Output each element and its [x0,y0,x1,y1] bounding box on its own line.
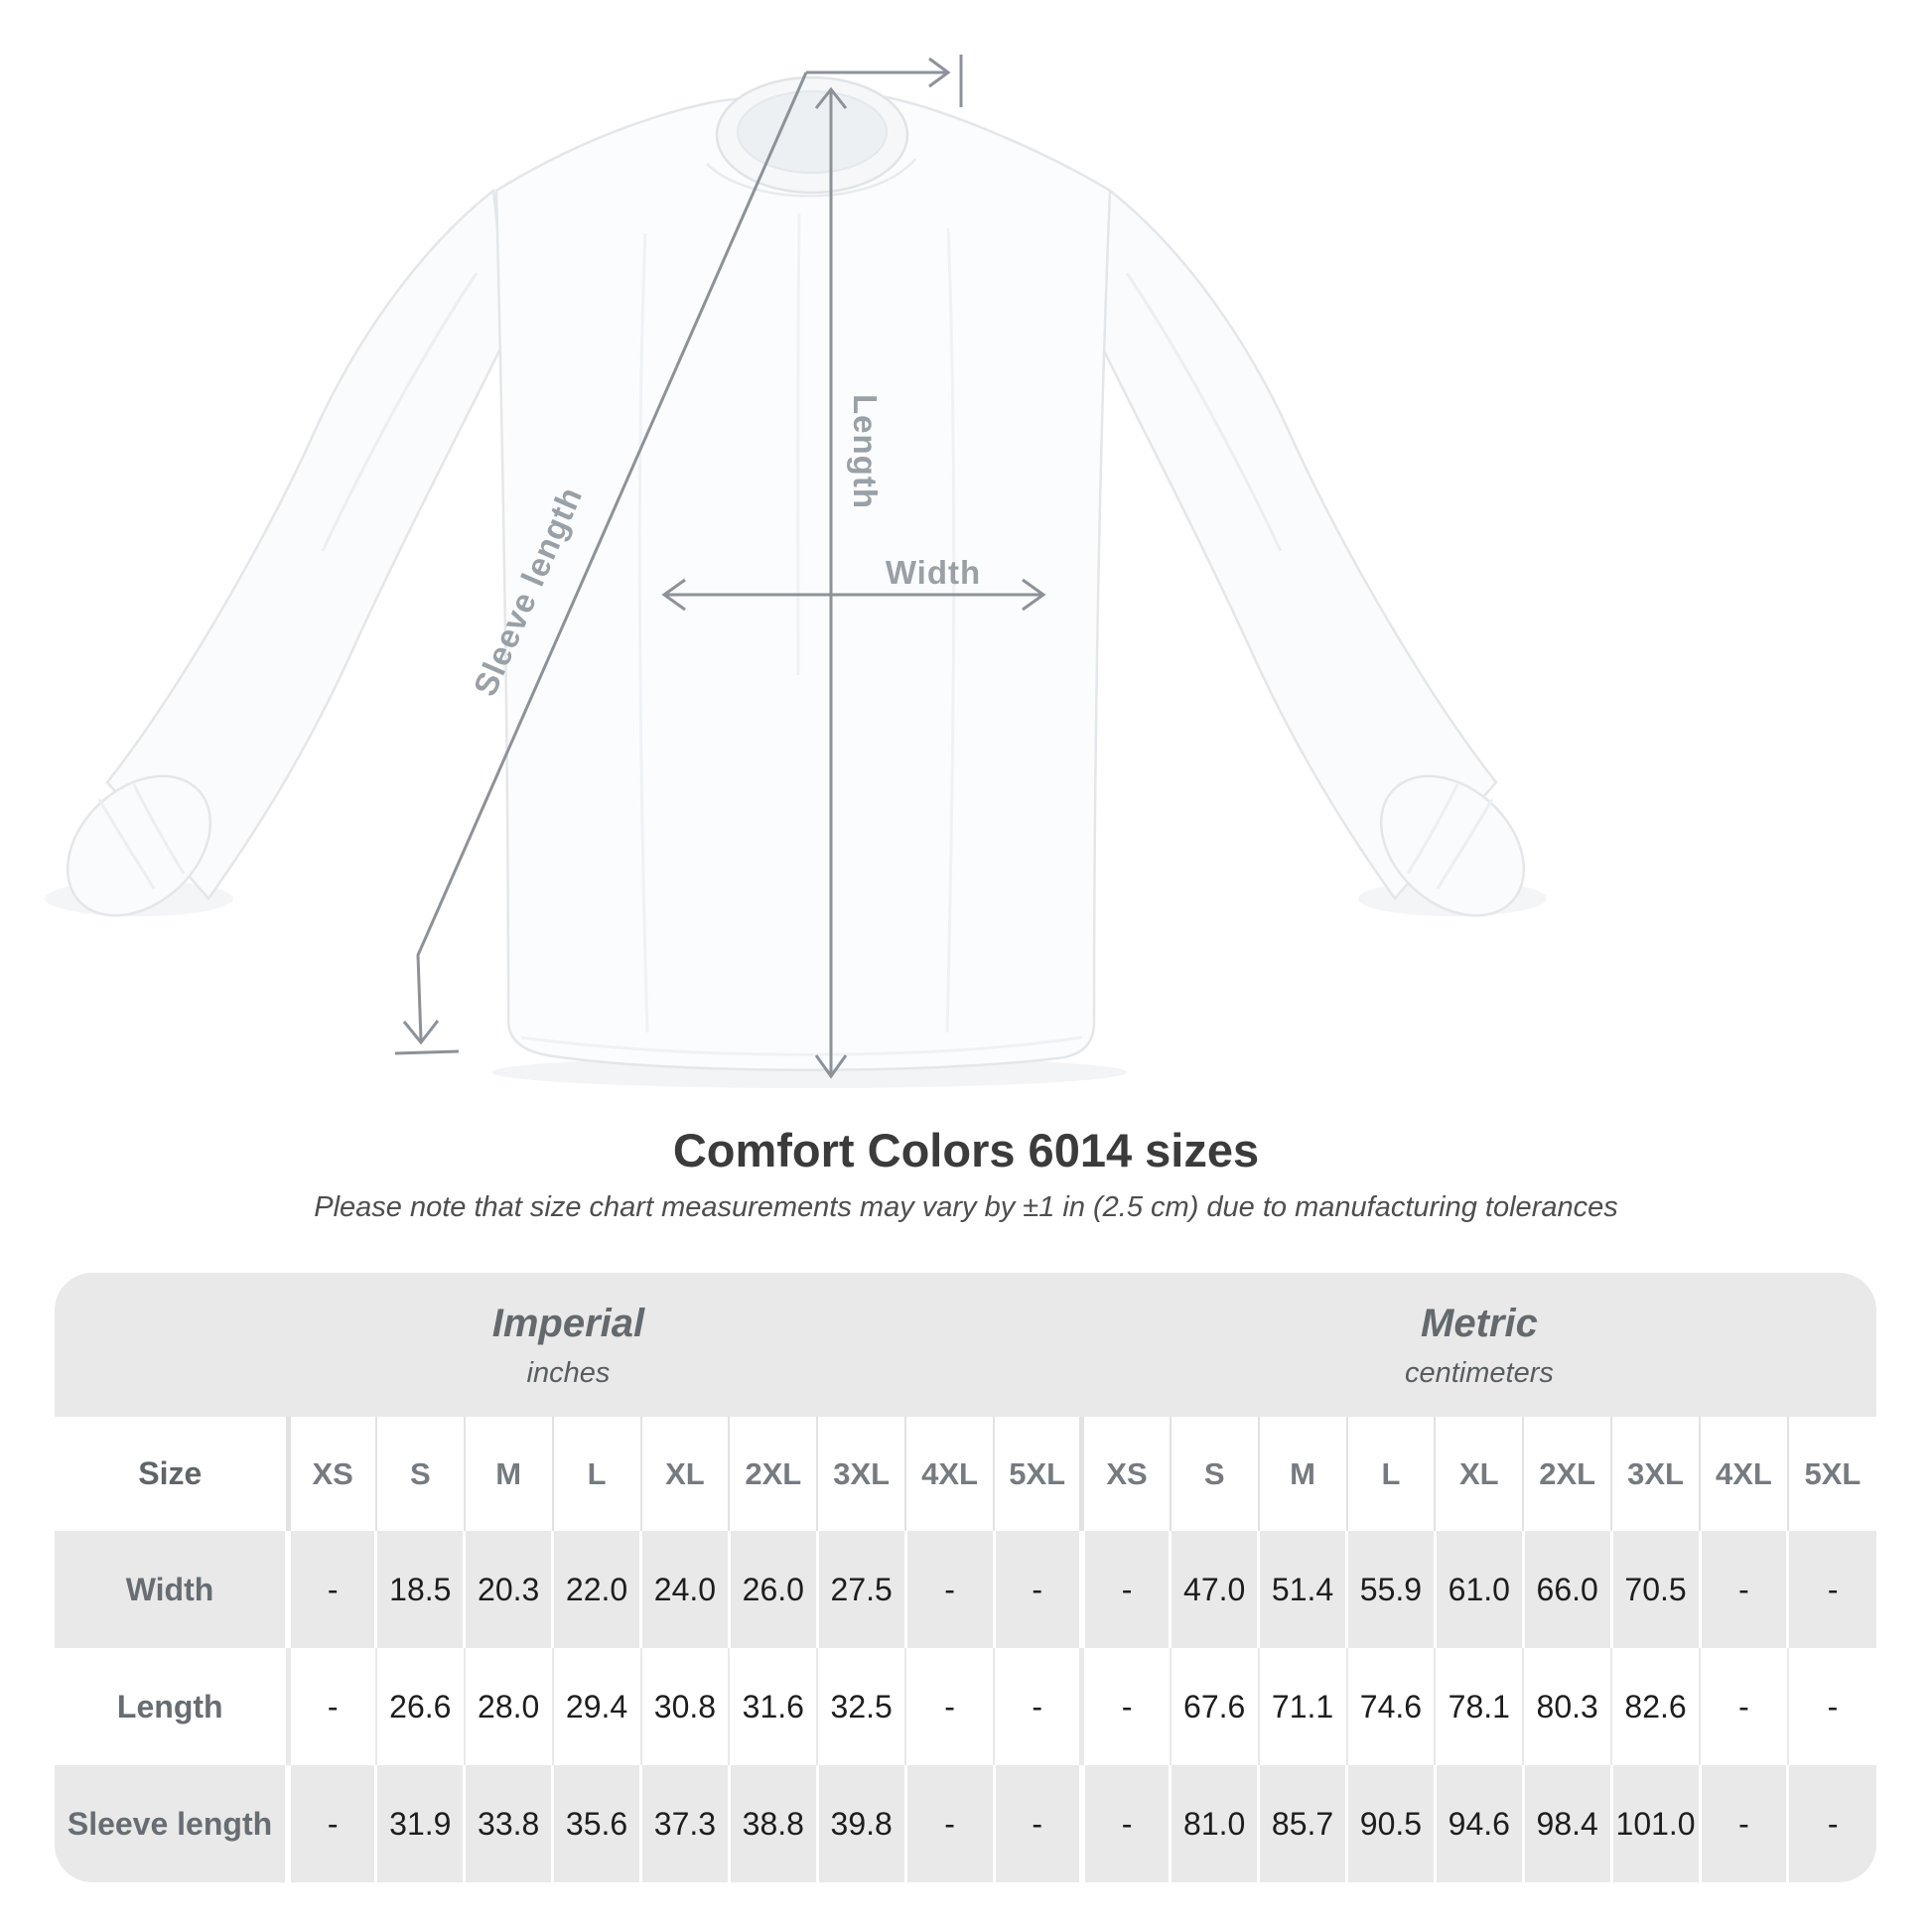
size-col: 2XL [1523,1417,1611,1531]
row-label: Length [55,1648,288,1765]
table-row-width [55,1531,1876,1648]
size-col: S [1171,1417,1259,1531]
page-subtitle: Please note that size chart measurements may vary by ±1 in (2.5 cm) due to manufacturing tolerances [314,1191,1618,1223]
cell: 39.8 [817,1765,905,1882]
metric-unit: centimeters [1404,1356,1554,1389]
cell: 29.4 [553,1648,641,1765]
size-col: 4XL [905,1417,994,1531]
imperial-header [55,1273,1082,1417]
table-row-length [55,1648,1876,1765]
size-header-row [55,1417,1876,1531]
cell: 90.5 [1347,1765,1436,1882]
size-col: 4XL [1700,1417,1788,1531]
cell: - [1700,1531,1788,1648]
cell: - [288,1531,376,1648]
size-table [55,1273,1876,1882]
size-col: XL [641,1417,730,1531]
cell: 80.3 [1523,1648,1611,1765]
cell: - [1082,1765,1171,1882]
row-label: Width [55,1531,288,1648]
row-label: Sleeve length [55,1765,288,1882]
size-col: L [553,1417,641,1531]
size-col: XS [1082,1417,1171,1531]
size-col: M [465,1417,553,1531]
imperial-unit: inches [526,1356,611,1389]
cell: 33.8 [465,1765,553,1882]
size-corner-label: Size [55,1417,288,1531]
width-label: Width [885,554,982,591]
cell: 47.0 [1171,1531,1259,1648]
cell: - [994,1648,1082,1765]
cell: - [1788,1648,1876,1765]
cell: 67.6 [1171,1648,1259,1765]
cell: - [994,1531,1082,1648]
size-col: 3XL [817,1417,905,1531]
cell: 37.3 [641,1765,730,1882]
cell: 101.0 [1611,1765,1700,1882]
cell: 26.6 [376,1648,465,1765]
unit-header-row [55,1273,1876,1417]
cell: 78.1 [1435,1648,1523,1765]
size-col: 3XL [1611,1417,1700,1531]
shirt-body [496,90,1110,1070]
imperial-title: Imperial [491,1301,645,1345]
cell: 82.6 [1611,1648,1700,1765]
cell: - [905,1765,994,1882]
cell: 27.5 [817,1531,905,1648]
cell: 31.6 [729,1648,817,1765]
size-col: XL [1435,1417,1523,1531]
cell: 85.7 [1259,1765,1347,1882]
cell: 66.0 [1523,1531,1611,1648]
cell: 31.9 [376,1765,465,1882]
cell: 94.6 [1435,1765,1523,1882]
length-label: Length [847,394,884,509]
size-col: S [376,1417,465,1531]
size-col: L [1347,1417,1436,1531]
cell: - [288,1648,376,1765]
cell: 38.8 [729,1765,817,1882]
cell: - [1082,1648,1171,1765]
cell: 22.0 [553,1531,641,1648]
cell: 24.0 [641,1531,730,1648]
cell: - [1788,1765,1876,1882]
size-col: 5XL [994,1417,1082,1531]
metric-title: Metric [1421,1301,1538,1345]
cell: 81.0 [1171,1765,1259,1882]
cell: 30.8 [641,1648,730,1765]
cell: - [288,1765,376,1882]
cell: - [905,1648,994,1765]
cell: 71.1 [1259,1648,1347,1765]
cell: - [1082,1531,1171,1648]
cell: 32.5 [817,1648,905,1765]
cell: 51.4 [1259,1531,1347,1648]
cell: 26.0 [729,1531,817,1648]
cell: 61.0 [1435,1531,1523,1648]
cell: 55.9 [1347,1531,1436,1648]
sleeve-length-label: Sleeve length [466,481,590,702]
cell: 98.4 [1523,1765,1611,1882]
size-col: M [1259,1417,1347,1531]
cell: - [1700,1648,1788,1765]
cell: - [1700,1765,1788,1882]
cell: - [905,1531,994,1648]
metric-header [1082,1273,1876,1417]
cell: 28.0 [465,1648,553,1765]
cell: - [1788,1531,1876,1648]
cell: 74.6 [1347,1648,1436,1765]
size-col: 5XL [1788,1417,1876,1531]
cell: - [994,1765,1082,1882]
cell: 20.3 [465,1531,553,1648]
table-row-sleeve-length [55,1765,1876,1882]
size-col: 2XL [729,1417,817,1531]
cell: 35.6 [553,1765,641,1882]
cell: 70.5 [1611,1531,1700,1648]
size-col: XS [288,1417,376,1531]
cell: 18.5 [376,1531,465,1648]
page-title: Comfort Colors 6014 sizes [672,1124,1260,1176]
